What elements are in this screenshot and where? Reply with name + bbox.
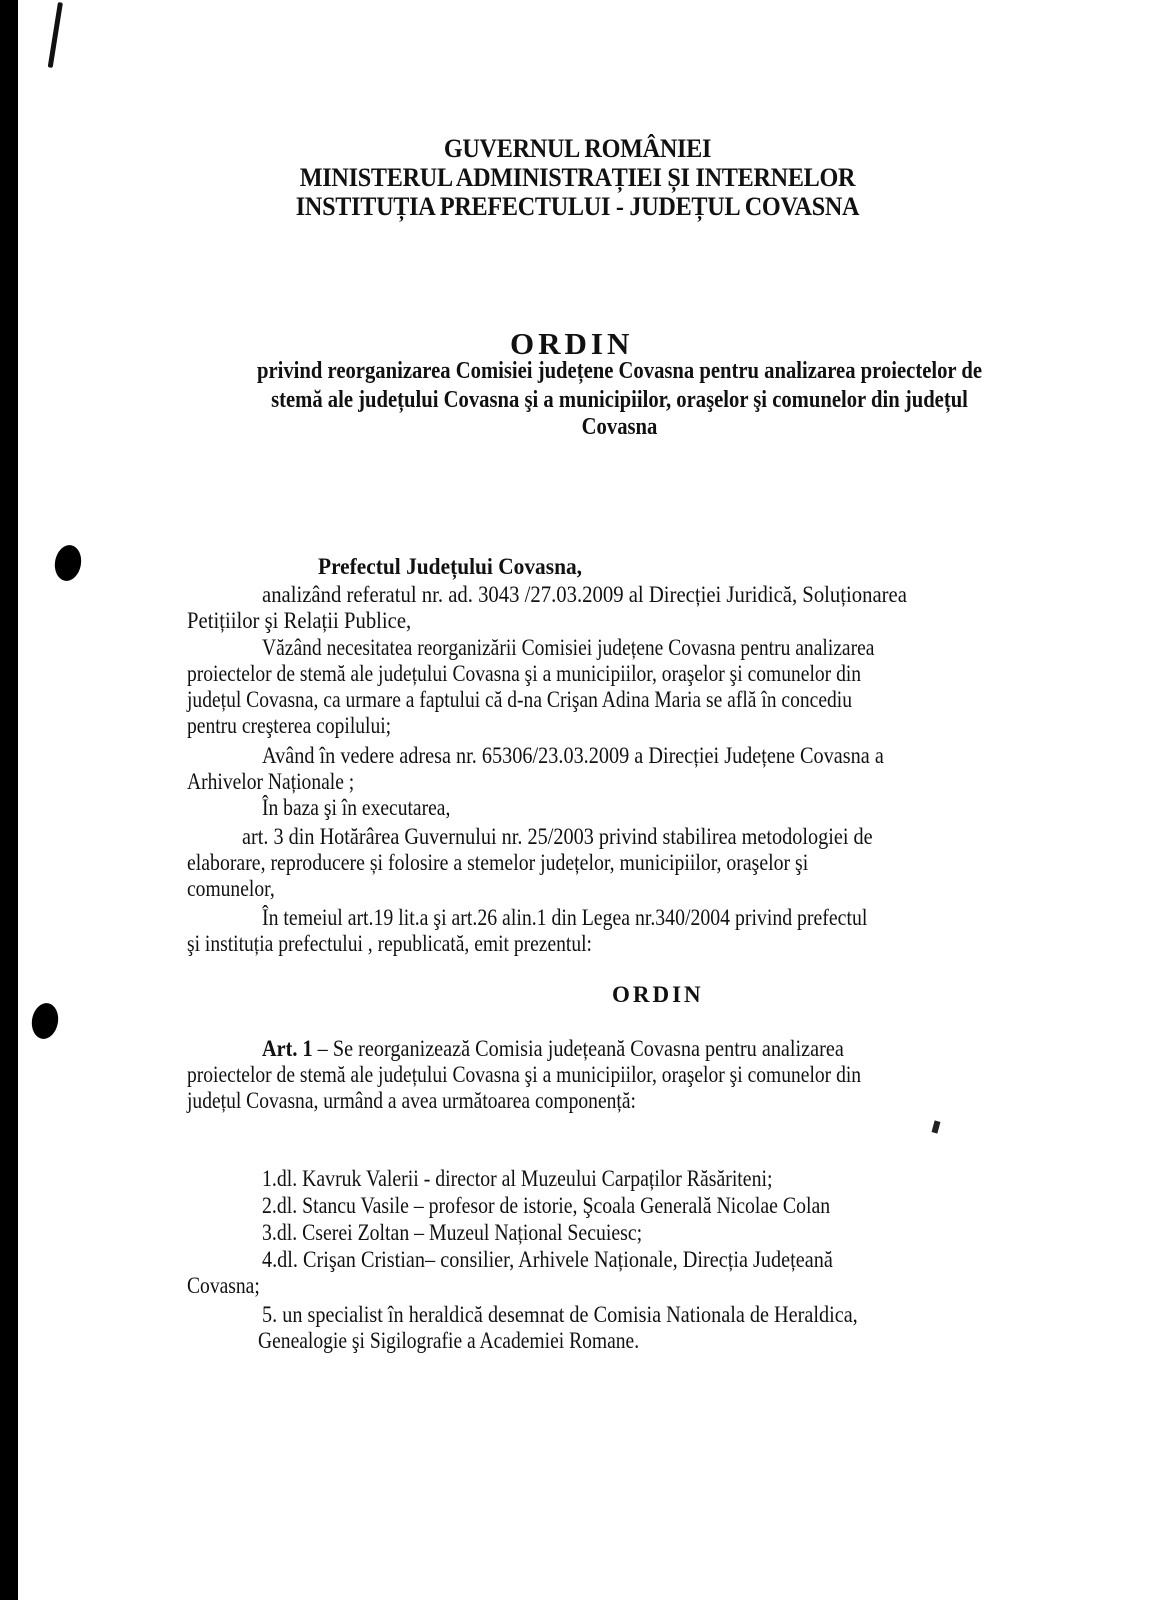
member-list-item-continuation: Genealogie şi Sigilografie a Academiei Romane. [258,1328,640,1353]
paragraph-line: analizând referatul nr. ad. 3043 /27.03.2009 al Direcției Juridică, Soluționarea [262,582,907,607]
paragraph-line: județul Covasna, ca urmare a faptului că d-na Crişan Adina Maria se află în concediu [187,687,853,712]
punch-hole-icon [52,543,84,583]
scan-speck [932,1120,941,1133]
article-1-line2: proiectelor de stemă ale județului Covasna şi a municipiilor, oraşelor şi comunelor din [187,1062,862,1087]
header-ministry: MINISTERUL ADMINISTRAȚIEI ȘI INTERNELOR [299,163,856,192]
member-list-item: 4.dl. Crişan Cristian– consilier, Arhivele Naționale, Direcția Județeană [262,1247,833,1272]
paragraph-line: În baza şi în executarea, [262,795,451,820]
article-1-line1 [262,1036,844,1062]
article-1-line3: județul Covasna, urmând a avea următoarea componență: [187,1088,636,1113]
handwritten-tick-mark [48,2,63,68]
member-list-item: 5. un specialist în heraldică desemnat de Comisia Nationala de Heraldica, [262,1302,858,1327]
header-government: GUVERNUL ROMÂNIEI [443,134,712,163]
paragraph-line: Văzând necesitatea reorganizării Comisiei județene Covasna pentru analizarea [262,635,875,660]
article-label: Art. 1 [262,1036,313,1061]
scan-edge-bar [0,0,18,1600]
paragraph-line: comunelor, [187,876,275,901]
paragraph-line: art. 3 din Hotărârea Guvernului nr. 25/2003 privind stabilirea metodologiei de [242,824,873,849]
document-title: ORDIN [510,326,634,361]
paragraph-line: elaborare, reproducere și folosire a stemelor județelor, municipiilor, oraşelor şi [187,850,809,875]
member-list-item-continuation: Covasna; [187,1273,260,1298]
order-heading: ORDIN [612,982,704,1007]
paragraph-line: Arhivelor Naționale ; [187,769,355,794]
member-list-item: 1.dl. Kavruk Valerii - director al Muzeului Carpaților Răsăriteni; [262,1166,773,1191]
paragraph-line: proiectelor de stemă ale județului Covasna şi a municipiilor, oraşelor şi comunelor din [187,661,862,686]
document-subtitle-line2: stemă ale județului Covasna şi a municipiilor, oraşelor şi comunelor din județul [271,387,968,413]
paragraph-line: În temeiul art.19 lit.a şi art.26 alin.1 din Legea nr.340/2004 privind prefectul [262,905,868,930]
article-text: – Se reorganizează Comisia județeană Covasna pentru analizarea [317,1036,844,1061]
member-list-item: 2.dl. Stancu Vasile – profesor de istorie, Şcoala Generală Nicolae Colan [262,1193,831,1218]
issuer-line: Prefectul Județului Covasna, [318,554,583,579]
member-list-item: 3.dl. Cserei Zoltan – Muzeul Național Secuiesc; [262,1220,643,1245]
header-institution: INSTITUȚIA PREFECTULUI - JUDEȚUL COVASNA [295,192,860,221]
paragraph-line: pentru creşterea copilului; [187,713,392,738]
paragraph-line: şi instituția prefectului , republicată, emit prezentul: [187,931,592,956]
paragraph-line: Având în vedere adresa nr. 65306/23.03.2009 a Direcției Județene Covasna a [262,743,884,768]
document-subtitle-line3: Covasna [581,414,658,440]
paragraph-line: Petițiilor şi Relații Publice, [187,608,412,633]
punch-hole-icon [29,1001,61,1041]
document-subtitle-line1: privind reorganizarea Comisiei județene Covasna pentru analizarea proiectelor de [256,358,983,384]
